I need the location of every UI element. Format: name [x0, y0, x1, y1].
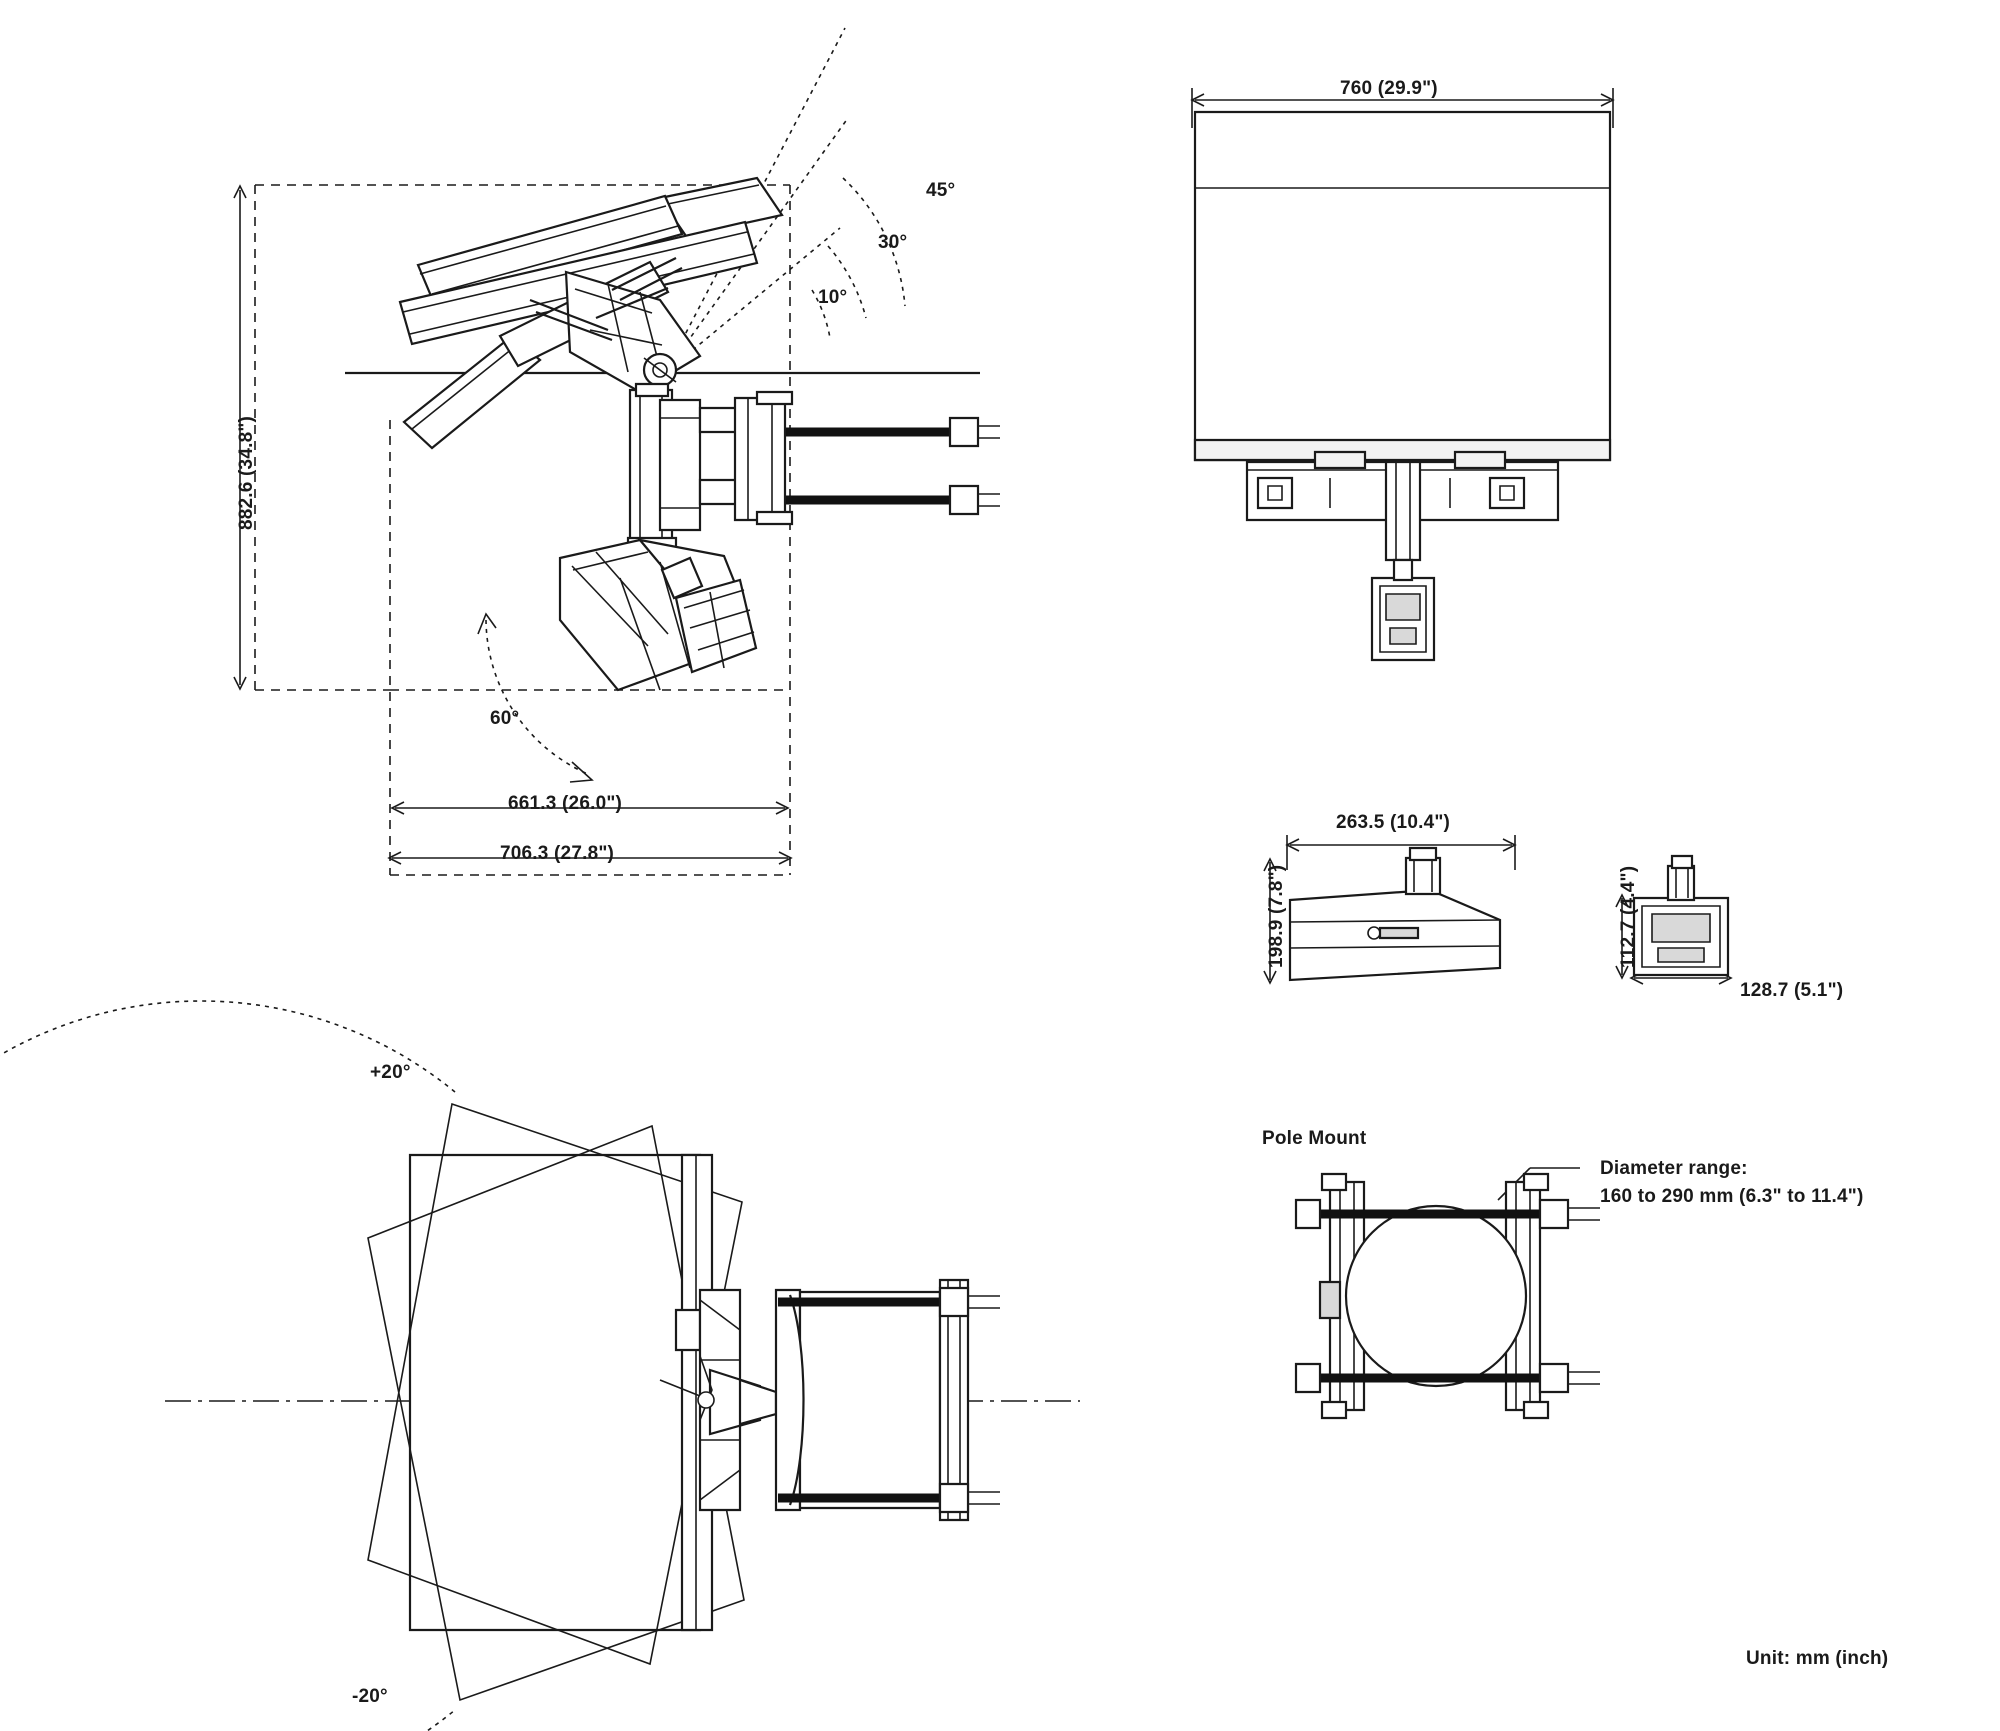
dimension-depth-661: 661.3 (26.0") [508, 793, 623, 814]
angle-label-45: 45° [926, 180, 956, 201]
angle-label-minus20: -20° [352, 1686, 388, 1707]
dimension-camera-128: 128.7 (5.1") [1740, 980, 1844, 1001]
top-view-group [0, 1001, 1080, 1731]
angle-label-60: 60° [490, 708, 520, 729]
diameter-range-label-line2: 160 to 290 mm (6.3" to 11.4") [1600, 1186, 1864, 1207]
dimension-height-882: 882.6 (34.8") [236, 415, 257, 530]
pole-mount-title: Pole Mount [1262, 1128, 1367, 1149]
unit-note: Unit: mm (inch) [1746, 1648, 1889, 1669]
side-view-group [234, 28, 1000, 875]
dimension-depth-706: 706.3 (27.8") [500, 843, 615, 864]
angle-label-10: 10° [818, 287, 848, 308]
dimension-illuminator-198: 198.9 (7.8") [1266, 864, 1287, 968]
angle-label-plus20: +20° [370, 1062, 411, 1083]
pole-mount-group [1296, 1168, 1600, 1418]
dimension-camera-112: 112.7 (4.4") [1618, 865, 1639, 968]
dimension-width-760: 760 (29.9") [1340, 78, 1438, 99]
illuminator-detail-group [1264, 835, 1515, 983]
angle-label-30: 30° [878, 232, 908, 253]
front-view-group [1192, 88, 1613, 660]
dimension-illuminator-263: 263.5 (10.4") [1336, 812, 1451, 833]
diameter-range-label-line1: Diameter range: [1600, 1158, 1748, 1179]
